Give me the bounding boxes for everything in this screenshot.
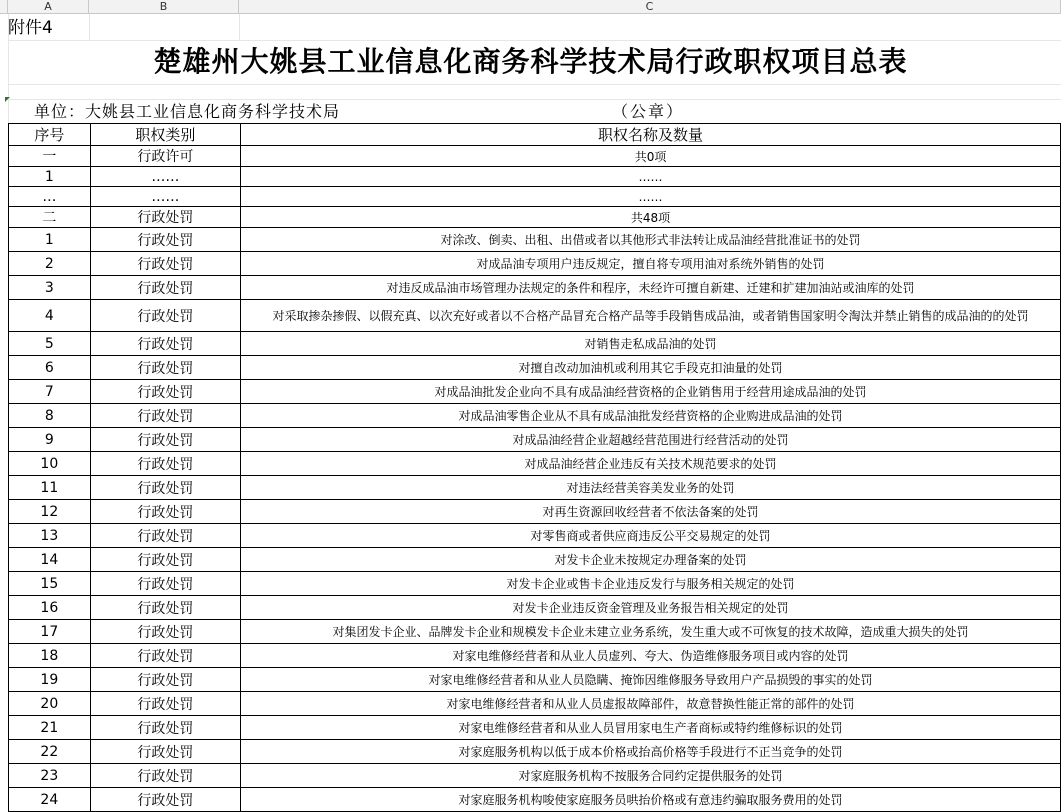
row-number-cell[interactable]: 15	[9, 572, 91, 596]
row-number-cell[interactable]: 23	[9, 764, 91, 788]
header-name[interactable]: 职权名称及数量	[241, 124, 1061, 146]
power-name-cell[interactable]: 对违反成品油市场管理办法规定的条件和程序，未经许可擅自新建、迁建和扩建加油站或油库的处罚	[241, 276, 1061, 300]
category-cell[interactable]: 行政处罚	[90, 572, 240, 596]
row-number-cell[interactable]: 20	[9, 692, 91, 716]
table-row	[9, 380, 1061, 404]
category-cell[interactable]: 行政处罚	[90, 228, 240, 252]
table-row	[9, 524, 1061, 548]
row-number-cell[interactable]: 3	[9, 276, 91, 300]
table-row	[9, 332, 1061, 356]
table-row	[9, 356, 1061, 380]
category-cell[interactable]: 行政处罚	[90, 788, 240, 812]
cell-text: 对采取掺杂掺假、以假充真、以次充好或者以不合格产品冒充合格产品等手段销售成品油，或者销售国家明令淘汰并禁止销售的成品油的的处罚	[272, 308, 1029, 323]
row-number-cell[interactable]: 1	[9, 167, 91, 187]
table-row	[9, 572, 1061, 596]
category-cell[interactable]: 行政处罚	[90, 276, 240, 300]
row-number-cell[interactable]: 二	[9, 207, 91, 228]
row-number-cell[interactable]: 12	[9, 500, 91, 524]
row-number-cell[interactable]: 5	[9, 332, 91, 356]
table-row	[9, 740, 1061, 764]
power-name-cell[interactable]: 对发卡企业未按规定办理备案的处罚	[241, 548, 1061, 572]
table-row	[9, 452, 1061, 476]
category-cell[interactable]: 行政处罚	[90, 620, 240, 644]
power-name-cell[interactable]: 对家电维修经营者和从业人员虚列、夸大、伪造维修服务项目或内容的处罚	[241, 644, 1061, 668]
table-row	[9, 228, 1061, 252]
row-number-cell[interactable]: 24	[9, 788, 91, 812]
table-row	[9, 276, 1061, 300]
seal-label[interactable]: （公章）	[612, 102, 685, 121]
header-no[interactable]: 序号	[9, 124, 91, 146]
power-name-cell[interactable]: 对擅自改动加油机或利用其它手段克扣油量的处罚	[241, 356, 1061, 380]
category-cell[interactable]: 行政处罚	[90, 500, 240, 524]
table-row	[9, 644, 1061, 668]
power-name-cell[interactable]: 对成品油批发企业向不具有成品油经营资格的企业销售用于经营用途成品油的处罚	[241, 380, 1061, 404]
category-cell[interactable]: 行政处罚	[90, 476, 240, 500]
table-row	[9, 620, 1061, 644]
table-row	[9, 252, 1061, 276]
power-name-cell[interactable]: 对涂改、倒卖、出租、出借或者以其他形式非法转让成品油经营批准证书的处罚	[241, 228, 1061, 252]
unit-label[interactable]: 单位：大姚县工业信息化商务科学技术局	[34, 102, 341, 121]
table-row	[9, 207, 1061, 228]
category-cell[interactable]: 行政处罚	[90, 252, 240, 276]
power-name-cell[interactable]: 对家电维修经营者和从业人员冒用家电生产者商标或特约维修标识的处罚	[241, 716, 1061, 740]
row-number-cell[interactable]: 一	[9, 146, 91, 167]
cell-comment-marker	[5, 97, 10, 102]
category-cell[interactable]: 行政处罚	[90, 300, 240, 332]
powers-table	[8, 123, 1061, 812]
category-cell[interactable]: 行政处罚	[90, 380, 240, 404]
category-cell[interactable]: 行政处罚	[90, 716, 240, 740]
power-name-cell[interactable]: 共0项	[241, 146, 1061, 167]
category-cell[interactable]: 行政处罚	[90, 428, 240, 452]
power-name-cell[interactable]: 对成品油专项用户违反规定，擅自将专项用油对系统外销售的处罚	[241, 252, 1061, 276]
row-number-cell[interactable]: 1	[9, 228, 91, 252]
row-number-cell[interactable]: 10	[9, 452, 91, 476]
category-cell[interactable]: 行政处罚	[90, 692, 240, 716]
power-name-cell[interactable]: ……	[241, 187, 1061, 207]
row-number-cell[interactable]: 14	[9, 548, 91, 572]
row-number-cell[interactable]: 7	[9, 380, 91, 404]
category-cell[interactable]: 行政处罚	[90, 524, 240, 548]
category-cell[interactable]: ……	[90, 187, 240, 207]
table-row	[9, 146, 1061, 167]
row-number-cell[interactable]: 2	[9, 252, 91, 276]
category-cell[interactable]: 行政处罚	[90, 644, 240, 668]
power-name-cell[interactable]	[241, 300, 1061, 332]
category-cell[interactable]: 行政处罚	[90, 332, 240, 356]
power-name-cell[interactable]: 共48项	[241, 207, 1061, 228]
category-cell[interactable]: ……	[90, 167, 240, 187]
row-number-cell[interactable]: 9	[9, 428, 91, 452]
power-name-cell[interactable]: 对再生资源回收经营者不依法备案的处罚	[241, 500, 1061, 524]
column-header-c[interactable]: C	[239, 0, 1061, 14]
row-number-cell[interactable]: 8	[9, 404, 91, 428]
power-name-cell[interactable]: 对成品油经营企业超越经营范围进行经营活动的处罚	[241, 428, 1061, 452]
column-header-a[interactable]: A	[8, 0, 89, 14]
power-name-cell[interactable]: 对成品油经营企业违反有关技术规范要求的处罚	[241, 452, 1061, 476]
select-all-corner[interactable]	[0, 0, 8, 14]
power-name-cell[interactable]: 对发卡企业或售卡企业违反发行与服务相关规定的处罚	[241, 572, 1061, 596]
power-name-cell[interactable]: 对违法经营美容美发业务的处罚	[241, 476, 1061, 500]
table-row	[9, 167, 1061, 187]
category-cell[interactable]: 行政处罚	[90, 452, 240, 476]
row-number-cell[interactable]: 4	[9, 300, 91, 332]
category-cell[interactable]: 行政处罚	[90, 356, 240, 380]
power-name-cell[interactable]: 对家庭服务机构以低于成本价格或抬高价格等手段进行不正当竞争的处罚	[241, 740, 1061, 764]
table-row	[9, 500, 1061, 524]
table-row	[9, 668, 1061, 692]
row-number-cell[interactable]: 16	[9, 596, 91, 620]
row-number-cell[interactable]: …	[9, 187, 91, 207]
table-row	[9, 476, 1061, 500]
table-row	[9, 187, 1061, 207]
category-cell[interactable]: 行政许可	[90, 146, 240, 167]
table-row	[9, 788, 1061, 812]
power-name-cell[interactable]: 对家庭服务机构唆使家庭服务员哄抬价格或有意违约骗取服务费用的处罚	[241, 788, 1061, 812]
power-name-cell[interactable]: 对成品油零售企业从不具有成品油批发经营资格的企业购进成品油的处罚	[241, 404, 1061, 428]
table-row	[9, 404, 1061, 428]
row-number-cell[interactable]: 11	[9, 476, 91, 500]
category-cell[interactable]: 行政处罚	[90, 596, 240, 620]
power-name-cell[interactable]: 对家电维修经营者和从业人员虚报故障部件，故意替换性能正常的部件的处罚	[241, 692, 1061, 716]
annex-label[interactable]: 附件4	[8, 18, 53, 38]
category-cell[interactable]: 行政处罚	[90, 548, 240, 572]
category-cell[interactable]: 行政处罚	[90, 404, 240, 428]
row-number-cell[interactable]: 19	[9, 668, 91, 692]
power-name-cell[interactable]: 对销售走私成品油的处罚	[241, 332, 1061, 356]
table-row	[9, 428, 1061, 452]
table-row	[9, 764, 1061, 788]
power-name-cell[interactable]: 对家庭服务机构不按服务合同约定提供服务的处罚	[241, 764, 1061, 788]
category-cell[interactable]: 行政处罚	[90, 740, 240, 764]
table-row	[9, 300, 1061, 332]
page-title[interactable]: 楚雄州大姚县工业信息化商务科学技术局行政职权项目总表	[153, 45, 908, 78]
table-row	[9, 596, 1061, 620]
table-row	[9, 716, 1061, 740]
category-cell[interactable]: 行政处罚	[90, 764, 240, 788]
row-number-cell[interactable]: 21	[9, 716, 91, 740]
table-header-row	[9, 124, 1061, 146]
row-number-cell[interactable]: 18	[9, 644, 91, 668]
power-name-cell[interactable]: ……	[241, 167, 1061, 187]
power-name-cell[interactable]: 对集团发卡企业、品牌发卡企业和规模发卡企业未建立业务系统，发生重大或不可恢复的技术故障，造成重大损失的处罚	[241, 620, 1061, 644]
table-row	[9, 692, 1061, 716]
row-number-cell[interactable]: 13	[9, 524, 91, 548]
power-name-cell[interactable]: 对家电维修经营者和从业人员隐瞒、掩饰因维修服务导致用户产品损毁的事实的处罚	[241, 668, 1061, 692]
row-number-cell[interactable]: 17	[9, 620, 91, 644]
row-number-cell[interactable]: 22	[9, 740, 91, 764]
category-cell[interactable]: 行政处罚	[90, 668, 240, 692]
category-cell[interactable]: 行政处罚	[90, 207, 240, 228]
table-row	[9, 548, 1061, 572]
column-header-b[interactable]: B	[89, 0, 239, 14]
header-category[interactable]: 职权类别	[90, 124, 240, 146]
power-name-cell[interactable]: 对零售商或者供应商违反公平交易规定的处罚	[241, 524, 1061, 548]
row-number-cell[interactable]: 6	[9, 356, 91, 380]
power-name-cell[interactable]: 对发卡企业违反资金管理及业务报告相关规定的处罚	[241, 596, 1061, 620]
